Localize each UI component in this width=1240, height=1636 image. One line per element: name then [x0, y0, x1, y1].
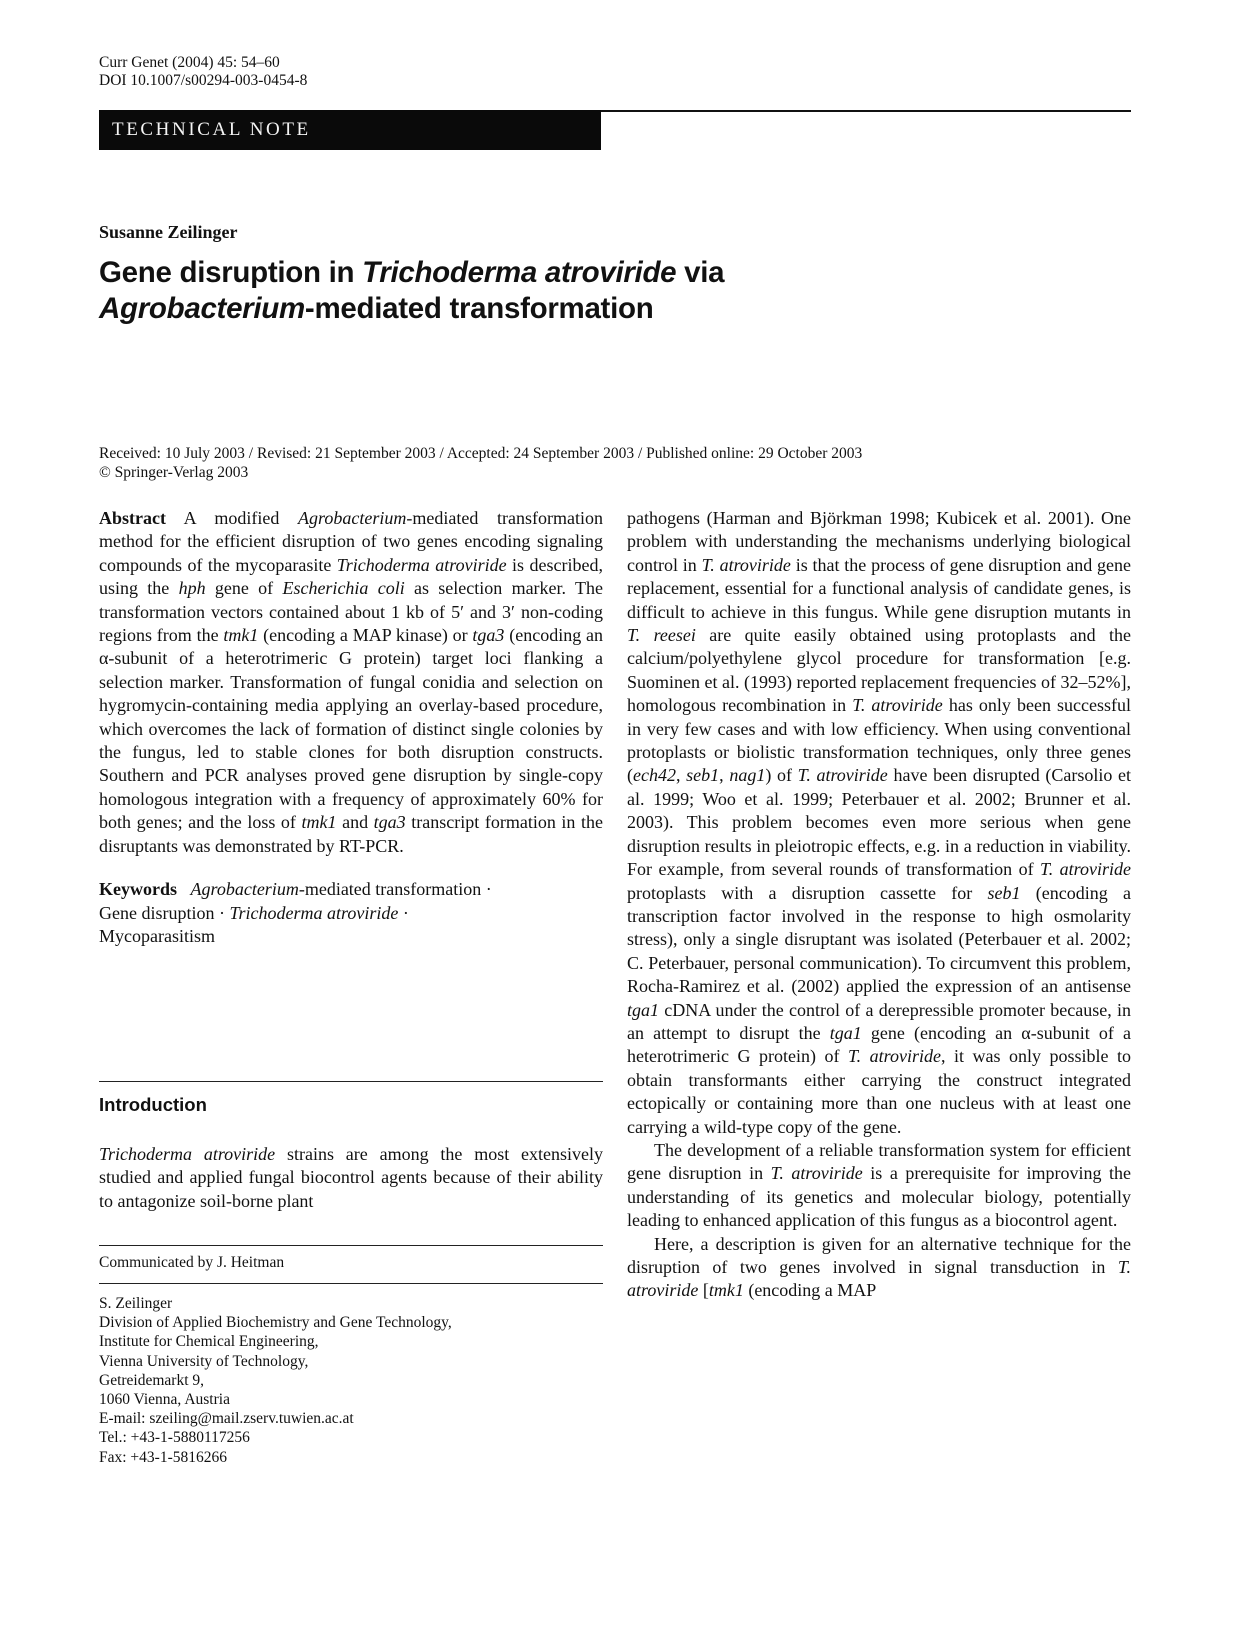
body-text: Here, a description is given for an alternative technique for the disruption of two genes involved in signal transduction in [627, 1233, 1131, 1277]
body-paragraph [627, 1233, 1131, 1303]
communicated-by: Communicated by J. Heitman [99, 1254, 285, 1271]
keywords [99, 878, 603, 948]
author-address [99, 1294, 452, 1467]
body-paragraph [627, 507, 1131, 1139]
email-line[interactable]: E-mail: szeiling@mail.zserv.tuwien.ac.at [99, 1410, 354, 1428]
author-name: Susanne Zeilinger [99, 222, 238, 242]
body-text: [ [698, 1280, 709, 1301]
body-paragraph [627, 1139, 1131, 1233]
abstract-italic: Agrobacterium [298, 508, 407, 528]
journal-citation [99, 54, 307, 90]
body-italic: T. atroviride [852, 695, 943, 716]
body-text: (encoding a transcription factor involved in the response to high osmolarity stress), only a single disruptant was isolated (Peterbauer et al. 2002; C. Peterbauer, personal communication). To circumvent this problem, Rocha-Ramirez et al. (2002) applied the expression of an antisense [627, 882, 1131, 997]
keyword: · [398, 902, 409, 923]
body-text: cDNA under the control of a derepressible promoter because, in an attempt to disrupt the [627, 999, 1131, 1043]
address-line: Getreidemarkt 9, [99, 1371, 205, 1389]
doi: DOI 10.1007/s00294-003-0454-8 [99, 72, 308, 89]
body-text: , it was only possible to obtain transformants either carrying the construct integrated ectopically or containing more than one nucleus with at least one carrying a wild-type copy of the gene. [627, 1046, 1132, 1137]
abstract-text: (encoding a MAP kinase) or [258, 625, 473, 646]
body-text: pathogens (Harman and Björkman 1998; Kubicek et al. 2001). One problem with understanding the mechanisms underlying biological control in [627, 508, 1131, 575]
publication-dates [99, 444, 862, 482]
abstract-heading: Abstract [99, 508, 166, 528]
section-label-bar: TECHNICAL NOTE [99, 110, 601, 150]
body-text: are quite easily obtained using protoplasts and the calcium/polyethylene glycol procedure for transformation [e.g. Suominen et al. (1993) reported replacement frequencies of 32–52%], homologous recombination in [627, 625, 1131, 716]
body-italic: tga1 [829, 1022, 862, 1043]
abstract-text: and [336, 812, 374, 833]
title-text: Gene disruption in [99, 256, 363, 289]
header-rule [601, 110, 1131, 112]
body-text: The development of a reliable transformation system for efficient gene disruption in [627, 1139, 1131, 1184]
address-line: Institute for Chemical Engineering, [99, 1333, 319, 1351]
body-italic: T. atroviride [797, 765, 888, 786]
footnote-rule [99, 1245, 603, 1246]
address-line: Division of Applied Biochemistry and Gene Technology, [99, 1314, 452, 1332]
body-text: (encoding a MAP [743, 1280, 877, 1301]
body-italic: T. reesei [627, 625, 696, 646]
title-text: via [676, 256, 725, 289]
abstract-italic: tmk1 [223, 625, 259, 646]
body-text: has only been successful in very few cases and with low efficiency. When using conventional protoplasts or biolistic transformation techniques, only three genes ( [627, 695, 1131, 786]
address-line: Fax: +43-1-5816266 [99, 1448, 227, 1466]
body-italic: T. atroviride [701, 554, 791, 575]
keyword: Agrobacterium [190, 879, 299, 900]
body-text: protoplasts with a disruption cassette for [627, 882, 988, 903]
address-line: Tel.: +43-1-5880117256 [99, 1429, 250, 1447]
abstract [99, 507, 603, 858]
abstract-text: (encoding an α-subunit of a heterotrimeric G protein) target loci flanking a selection marker. Transformation of fungal conidia and selection on hygromycin-containing media applying an overlay-based procedure, which overcomes the lack of formation of distinct single colonies by the fungus, led to stable clones for both disruption constructs. Southern and PCR analyses proved gene disruption by single-copy homologous integration with a frequency of approximately 60% for both genes; and the loss of [99, 625, 603, 833]
body-text: is that the process of gene disruption and gene replacement, essential for a functional analysis of candidate genes, is difficult to achieve in this fungus. While gene disruption mutants in [627, 554, 1131, 622]
body-italic: T. atroviride [1040, 859, 1132, 880]
abstract-italic: Trichoderma atroviride [336, 554, 507, 575]
dates-line: Received: 10 July 2003 / Revised: 21 September 2003 / Accepted: 24 September 2003 / Published online: 29 October 2003 [99, 445, 863, 462]
abstract-text: gene of [205, 578, 283, 599]
address-line: Vienna University of Technology, [99, 1352, 309, 1370]
introduction-heading: Introduction [99, 1094, 207, 1115]
body-text: have been disrupted (Carsolio et al. 1999; Woo et al. 1999; Peterbauer et al. 2002; Brunner et al. 2003). This problem becomes even more serious when gene disruption results in pleiotropic effects, e.g. in a reduction in viability. For example, from several rounds of transformation of [627, 765, 1132, 880]
abstract-italic: tga3 [373, 812, 406, 833]
abstract-text: is described, using the [99, 554, 603, 599]
copyright: © Springer-Verlag 2003 [99, 464, 249, 481]
abstract-italic: tga3 [472, 625, 505, 646]
keyword: Gene disruption · [99, 902, 230, 923]
body-italic: T. atroviride [770, 1163, 863, 1184]
journal-reference: Curr Genet (2004) 45: 54–60 [99, 54, 280, 71]
body-text: gene (encoding an α-subunit of a heterotrimeric G protein) of [627, 1022, 1131, 1067]
article-title [99, 255, 1129, 327]
body-italic: T. atroviride [847, 1046, 941, 1067]
intro-italic: Trichoderma atroviride [99, 1144, 276, 1164]
abstract-text: A modified [165, 508, 299, 528]
title-text: -mediated transformation [304, 292, 654, 325]
body-italic: tga1 [627, 999, 660, 1020]
keyword: Trichoderma atroviride [229, 902, 399, 923]
body-italic: ech42 [633, 765, 676, 786]
abstract-text: -mediated transformation method for the efficient disruption of two genes encoding signaling compounds of the mycoparasite [99, 508, 603, 575]
keywords-heading: Keywords [99, 879, 177, 900]
body-text: ) of [765, 765, 798, 786]
section-divider [99, 1081, 603, 1082]
address-line: S. Zeilinger [99, 1295, 173, 1312]
title-genus: Agrobacterium [99, 292, 305, 325]
right-column [627, 507, 1131, 1303]
intro-text: strains are among the most extensively studied and applied fungal biocontrol agents because of their ability to antagonize soil-borne plant [99, 1144, 603, 1211]
abstract-italic: tmk1 [301, 812, 337, 833]
body-italic: nag1 [729, 765, 766, 786]
keyword: -mediated transformation · [298, 879, 492, 900]
body-italic: tmk1 [708, 1280, 744, 1301]
title-species: Trichoderma atroviride [362, 256, 677, 289]
footnote-rule [99, 1283, 603, 1284]
body-text: is a prerequisite for improving the understanding of its genetics and molecular biology, potentially leading to enhanced application of this fungus as a biocontrol agent. [627, 1163, 1132, 1231]
body-text: , [675, 765, 687, 786]
left-column [99, 507, 603, 948]
body-italic: seb1 [987, 882, 1021, 903]
introduction-text [99, 1143, 603, 1213]
address-line: 1060 Vienna, Austria [99, 1391, 230, 1409]
abstract-text: as selection marker. The transformation vectors contained about 1 kb of 5′ and 3′ non-coding regions from the [99, 578, 603, 646]
abstract-italic: Escherichia coli [282, 578, 405, 599]
body-text: , [719, 765, 730, 786]
body-italic: seb1 [686, 765, 720, 786]
abstract-text: transcript formation in the disruptants was demonstrated by RT-PCR. [99, 812, 603, 856]
abstract-italic: hph [178, 578, 206, 599]
keyword: Mycoparasitism [99, 925, 215, 946]
body-italic: T. atroviride [627, 1257, 1131, 1301]
